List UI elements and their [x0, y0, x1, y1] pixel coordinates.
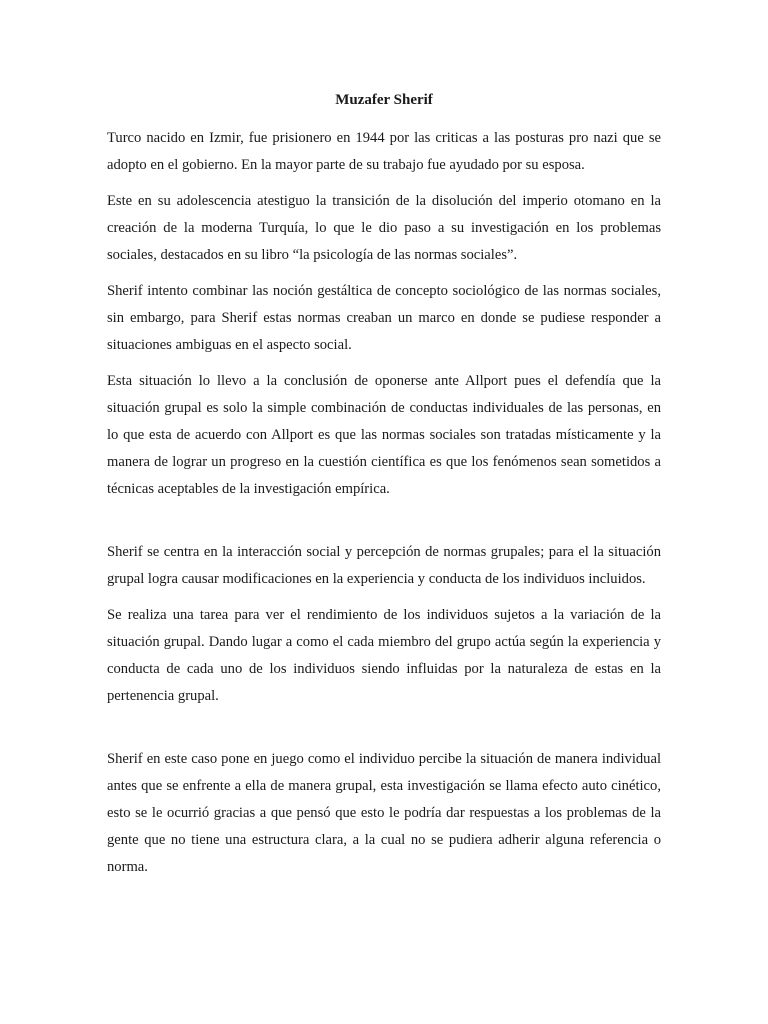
paragraph: Este en su adolescencia atestiguo la transición de la disolución del imperio otomano en la creación de la moderna Turquía, lo que le dio paso a su investigación en los problemas sociales, destacados en su libro “la psicología de las normas sociales”. — [107, 193, 661, 263]
blank-line — [107, 719, 661, 746]
paragraph: Sherif en este caso pone en juego como el individuo percibe la situación de manera individual antes que se enfrente a ella de manera grupal, esta investigación se llama efecto auto cinético, esto se le ocurrió gracias a que pensó que esto le podría dar respuestas a los problemas de la gente que no tiene una estructura clara, a la cual no se pudiera adherir alguna referencia o norma. — [107, 751, 661, 875]
paragraph: Se realiza una tarea para ver el rendimiento de los individuos sujetos a la variación de la situación grupal. Dando lugar a como el cada miembro del grupo actúa según la experiencia y conducta de cada uno de los individuos siendo influidas por la naturaleza de estas en la pertenencia grupal. — [107, 607, 661, 704]
document-title: Muzafer Sherif — [335, 92, 433, 108]
paragraph: Turco nacido en Izmir, fue prisionero en 1944 por las criticas a las posturas pro nazi que se adopto en el gobierno. En la mayor parte de su trabajo fue ayudado por su esposa. — [107, 130, 661, 173]
paragraph: Sherif se centra en la interacción social y percepción de normas grupales; para el la situación grupal logra causar modificaciones en la experiencia y conducta de los individuos incluidos. — [107, 544, 661, 587]
document-page — [107, 90, 661, 890]
blank-line — [107, 512, 661, 539]
paragraph: Esta situación lo llevo a la conclusión de oponerse ante Allport pues el defendía que la situación grupal es solo la simple combinación de conductas individuales de las personas, en lo que esta de acuerdo con Allport es que las normas sociales son tratadas místicamente y la manera de lograr un progreso en la cuestión científica es que los fenómenos sean sometidos a técnicas aceptables de la investigación empírica. — [107, 373, 661, 497]
paragraph: Sherif intento combinar las noción gestáltica de concepto sociológico de las normas sociales, sin embargo, para Sherif estas normas creaban un marco en donde se pudiese responder a situaciones ambiguas en el aspecto social. — [107, 283, 661, 353]
